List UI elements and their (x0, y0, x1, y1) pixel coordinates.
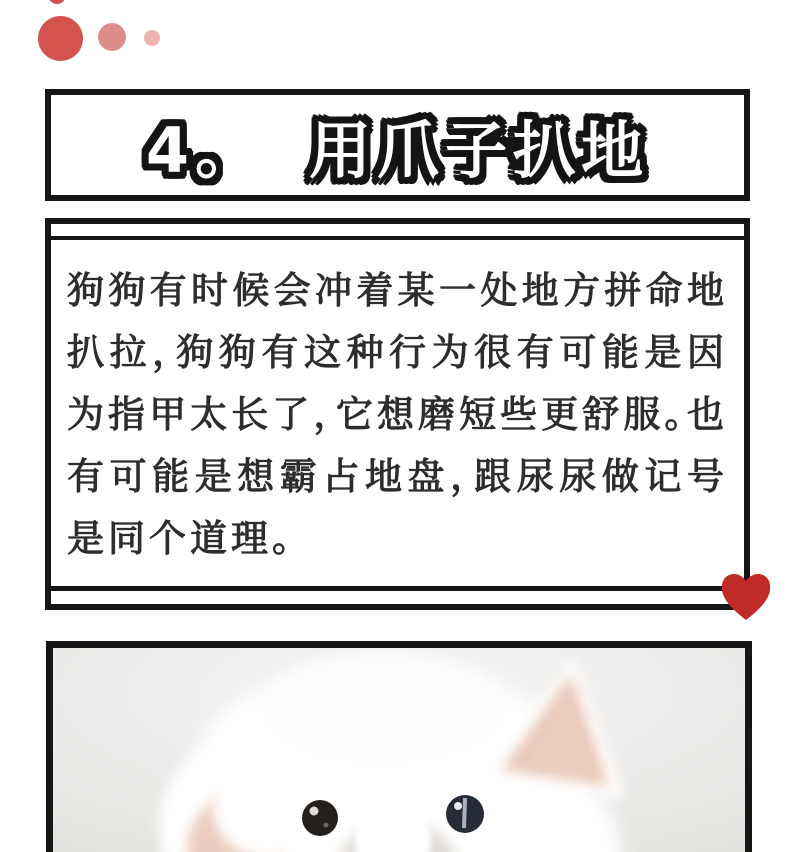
decor-dot-large (38, 16, 83, 61)
decor-dot-small (144, 30, 160, 46)
section-title-text: 用爪子扒地 (309, 113, 650, 187)
body-box (45, 218, 750, 610)
dog-left-eye-highlight (310, 807, 319, 816)
decor-dot-medium (98, 23, 126, 51)
box-bottom-band (51, 586, 744, 604)
title-box (45, 89, 750, 201)
section-number: 4。 (145, 113, 264, 187)
puppy-photo (46, 641, 752, 852)
dog-right-eye-highlight (454, 802, 462, 810)
heart-icon (716, 568, 776, 624)
section-title (146, 101, 649, 190)
body-paragraph: 狗狗有时候会冲着某一处地方拼命地扒拉，狗狗有这种行为很有可能是因为指甲太长了，它想磨短些更舒服。也有可能是想霸占地盘，跟尿尿做记号是同个道理。 (67, 269, 728, 560)
dog-left-eye (302, 800, 338, 836)
dog-left-eye-glint (324, 823, 329, 828)
box-top-band (51, 224, 744, 240)
puppy-photo-art (53, 648, 745, 852)
top-notch-dot (48, 0, 66, 4)
